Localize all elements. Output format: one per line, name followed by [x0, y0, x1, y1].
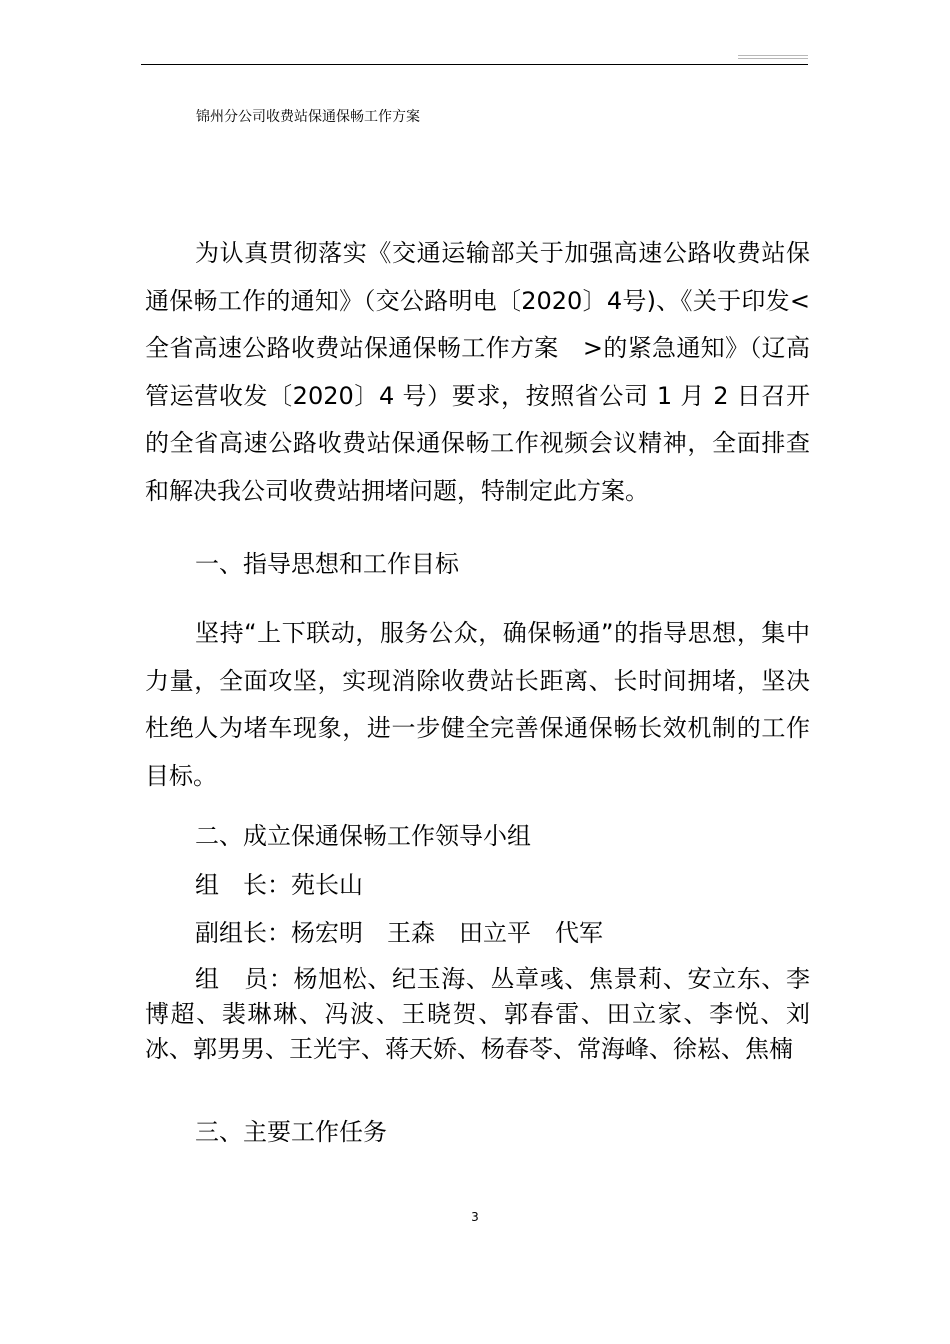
header-rule — [141, 64, 808, 65]
group-members-paragraph: 组 员：杨旭松、纪玉海、丛章彧、焦景莉、安立东、李博超、裴琳琳、冯波、王晓贺、郭春雷、田立家、李悦、刘冰、郭男男、王光宇、蒋天娇、杨春苓、常海峰、徐崧、焦楠 — [145, 965, 810, 1063]
deputy-name: 王森 — [387, 919, 435, 947]
section-1-heading: 一、指导思想和工作目标 — [195, 550, 459, 578]
group-leader-row — [195, 869, 363, 901]
intro-paragraph: 为认真贯彻落实《交通运输部关于加强高速公路收费站保通保畅工作的通知》（交公路明电〔2020〕4号)、《关于印发<全省高速公路收费站保通保畅工作方案 >的紧急通知》（辽高管运营收发〔2020〕4 号）要求，按照省公司 1 月 2 日召开的全省高速公路收费站保通保畅工作视频会议精神，全面排查和解决我公司收费站拥堵问题，特制定此方案。 — [145, 239, 810, 505]
deputy-name: 杨宏明 — [291, 919, 363, 947]
deputy-name: 代军 — [555, 919, 603, 947]
group-leader-name: 苑长山 — [291, 871, 363, 899]
deputy-leader-label: 副组长： — [195, 919, 291, 947]
section-3-heading: 三、主要工作任务 — [195, 1118, 387, 1146]
deputy-name: 田立平 — [459, 919, 531, 947]
group-leader-label: 组 长： — [195, 871, 291, 899]
document-header-title: 锦州分公司收费站保通保畅工作方案 — [196, 109, 420, 125]
section-2-heading: 二、成立保通保畅工作领导小组 — [195, 822, 531, 850]
section-1-body: 坚持“上下联动，服务公众，确保畅通”的指导思想，集中力量，全面攻坚，实现消除收费站长距离、长时间拥堵，坚决杜绝人为堵车现象，进一步健全完善保通保畅长效机制的工作目标。 — [145, 619, 810, 790]
page-number: 3 — [471, 1210, 479, 1224]
deputy-leader-row — [195, 917, 603, 949]
header-decoration — [738, 55, 808, 61]
